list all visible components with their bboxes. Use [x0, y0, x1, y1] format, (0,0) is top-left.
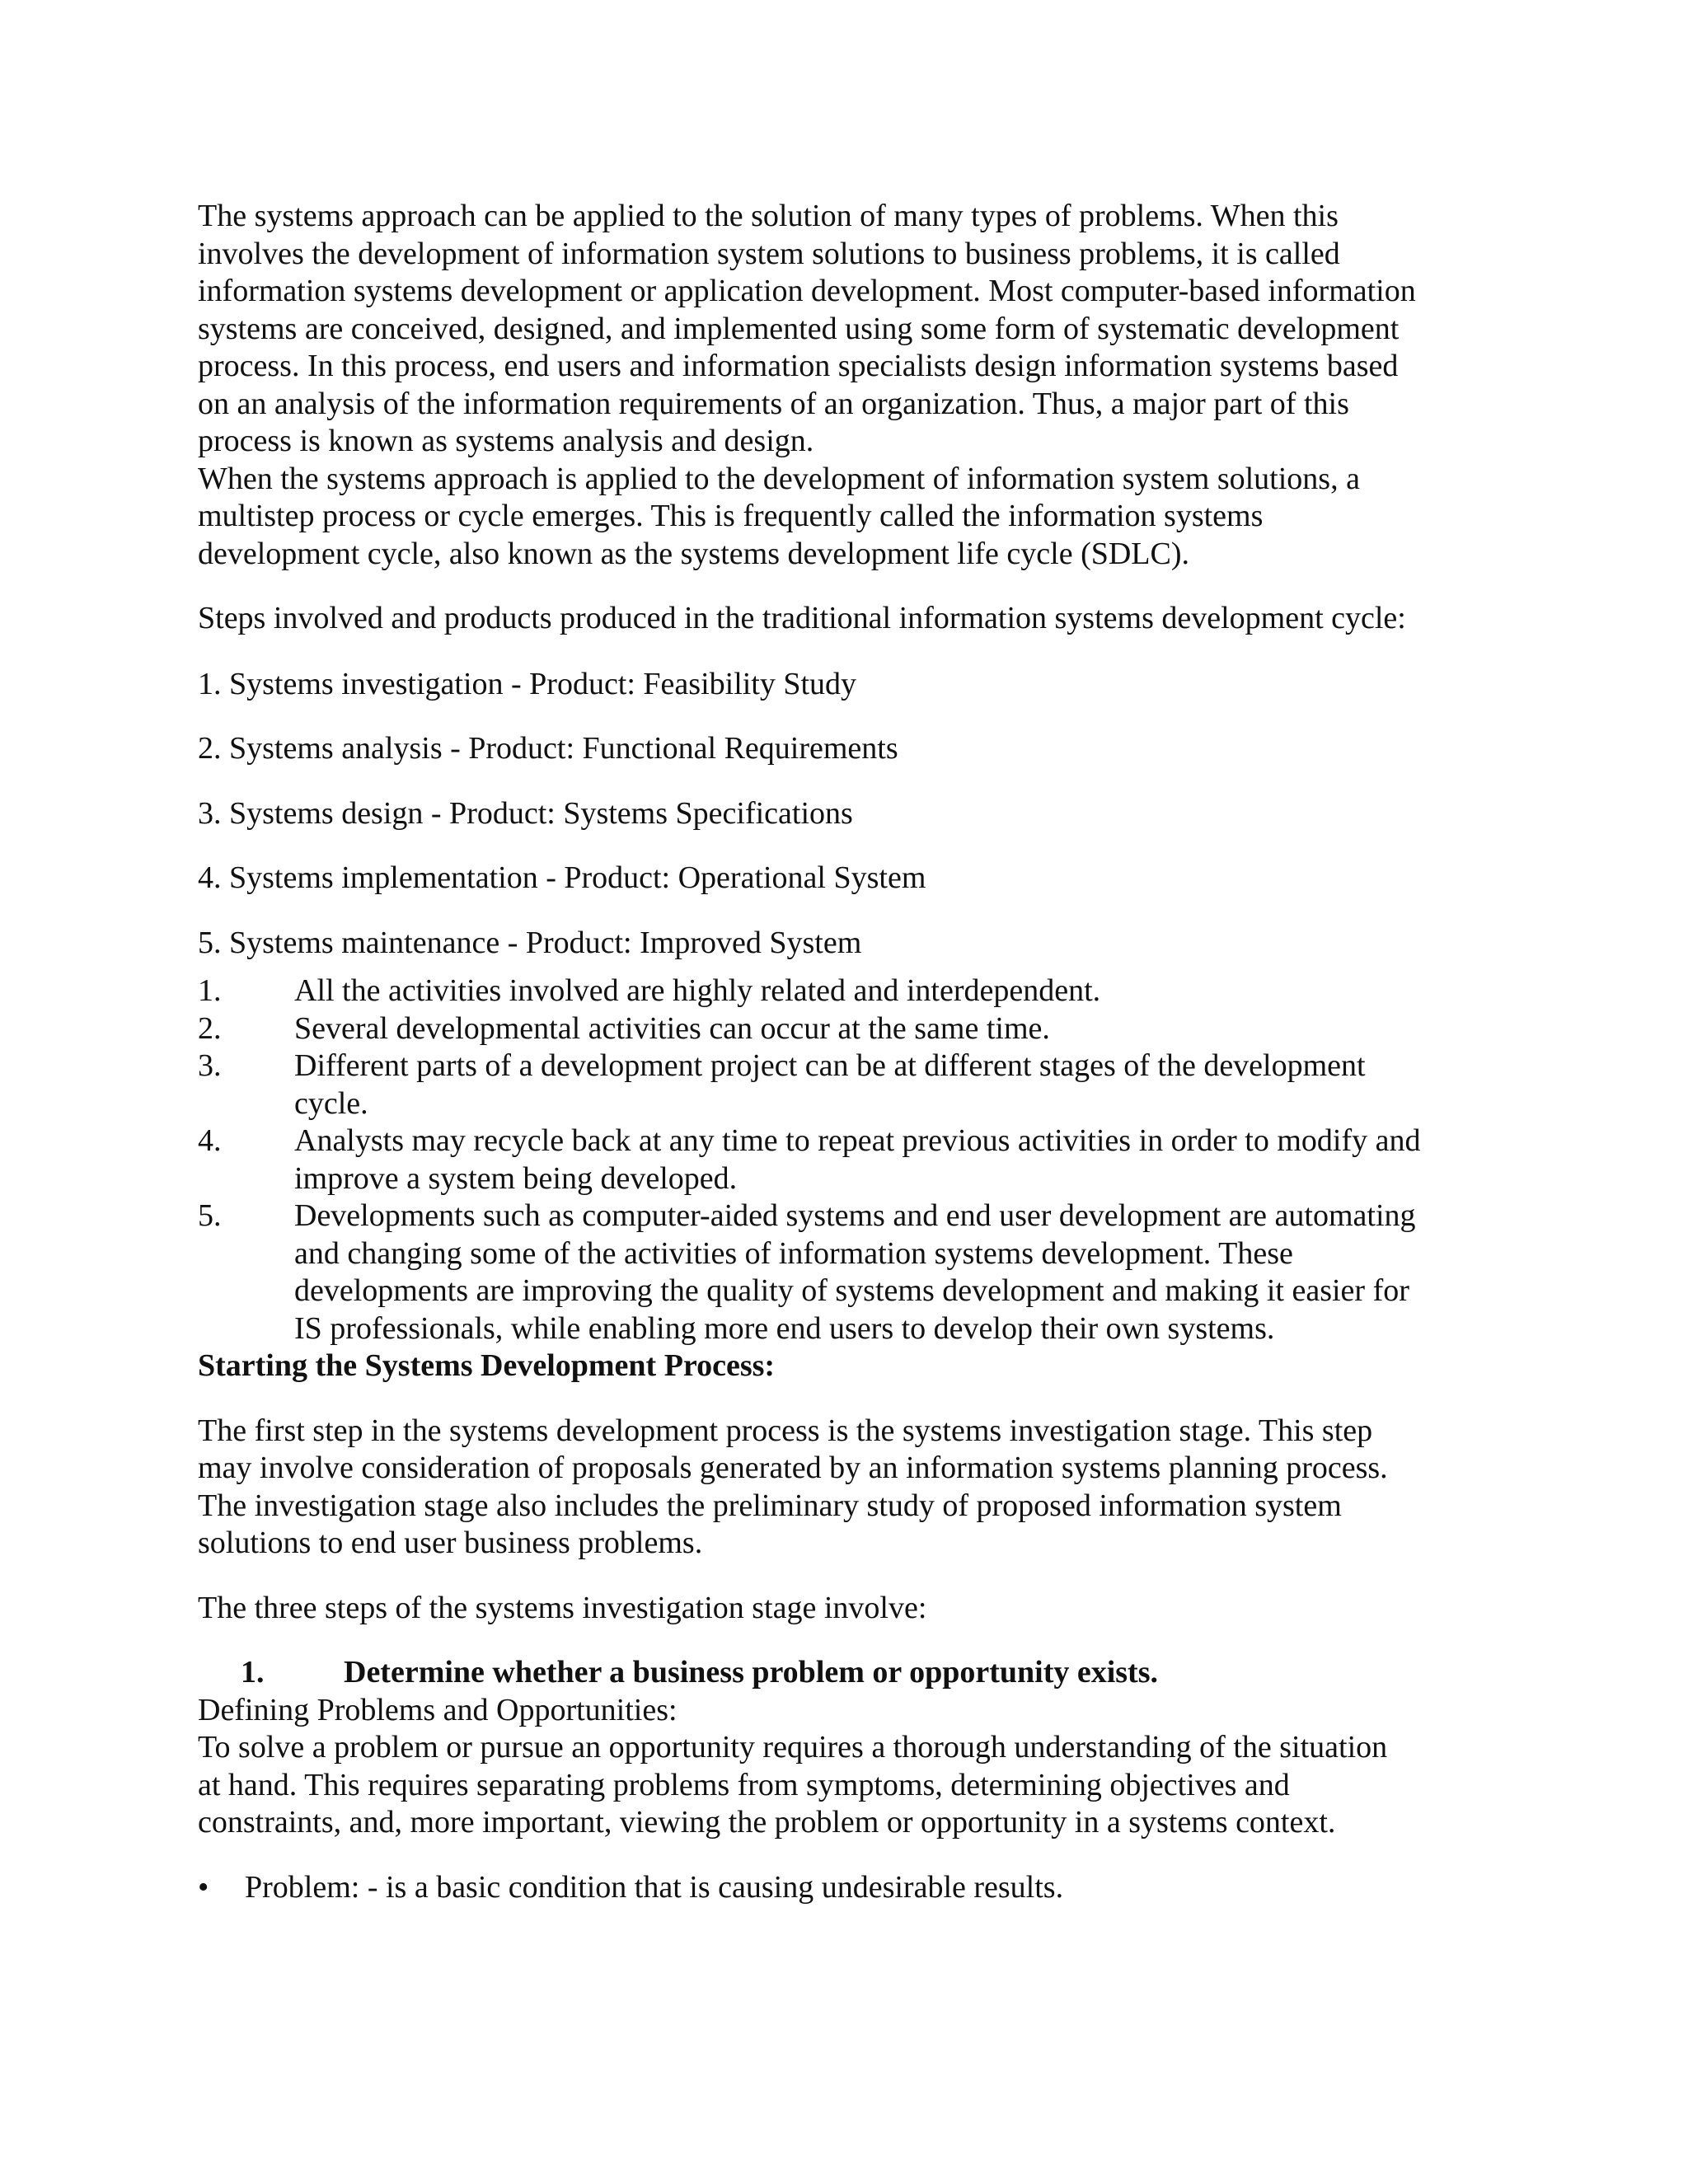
section-paragraph-3: To solve a problem or pursue an opportunity requires a thorough understanding of the situation at hand. This requires separating problems from symptoms, determining objectives and constraints, and, more important, viewing the problem or opportunity in a systems context.	[198, 1730, 1388, 1840]
list-item-text: Different parts of a development project can be at different stages of the development cycle.	[294, 1048, 1366, 1121]
list-item-number: 2.	[198, 1010, 222, 1046]
list-item-text: All the activities involved are highly related and interdependent.	[294, 973, 1101, 1008]
list-item	[198, 972, 1500, 1010]
investigation-step-1	[198, 1654, 1500, 1692]
list-item-number: 4.	[198, 1123, 222, 1158]
list-item	[198, 1122, 1500, 1197]
sdlc-step-3: 3. Systems design - Product: Systems Specifications	[198, 795, 853, 831]
bullet-text: Problem: - is a basic condition that is causing undesirable results.	[245, 1869, 1064, 1905]
sdlc-step-5: 5. Systems maintenance - Product: Improved System	[198, 925, 862, 960]
list-item	[198, 1010, 1500, 1048]
spacer	[198, 638, 1500, 666]
bullet-icon: •	[198, 1869, 209, 1905]
subheading: Defining Problems and Opportunities:	[198, 1692, 678, 1727]
spacer	[198, 1842, 1500, 1869]
investigation-step-text: Determine whether a business problem or opportunity exists.	[344, 1655, 1158, 1690]
development-notes-list	[198, 972, 1500, 1347]
section-paragraph-1: The first step in the systems development process is the systems investigation stage. This step may involve consideration of proposals generated by an information systems planning process. The investigation stage also includes the preliminary study of proposed information system solutions to end user business problems.	[198, 1413, 1388, 1560]
sdlc-step-1: 1. Systems investigation - Product: Feasibility Study	[198, 666, 857, 701]
list-item-number: 1.	[198, 973, 222, 1008]
spacer	[198, 1563, 1500, 1590]
investigation-step-number: 1.	[241, 1655, 265, 1690]
intro-paragraph-2: When the systems approach is applied to the development of information system solutions, a multistep process or cycle emerges. This is frequently called the information systems development cycle, also known as the systems development life cycle (SDLC).	[198, 461, 1360, 571]
sdlc-step-2: 2. Systems analysis - Product: Functional Requirements	[198, 731, 898, 766]
section-paragraph-2: The three steps of the systems investigation stage involve:	[198, 1590, 927, 1625]
intro-paragraph-3: Steps involved and products produced in the traditional information systems development cycle:	[198, 601, 1406, 635]
list-item	[198, 1197, 1500, 1347]
section-heading: Starting the Systems Development Process:	[198, 1348, 776, 1383]
intro-paragraph-1: The systems approach can be applied to the solution of many types of problems. When this involves the development of information system solutions to business problems, it is called information systems development or application development. Most computer-based information systems are conceived, designed, and implemented using some form of systematic development process. In this process, end users and information specialists design information systems based on an analysis of the information requirements of an organization. Thus, a major part of this process is known as systems analysis and design.	[198, 199, 1416, 458]
spacer	[198, 573, 1500, 600]
list-item-number: 3.	[198, 1048, 222, 1083]
list-item-text: Developments such as computer-aided systems and end user development are automating and changing some of the activities of information systems development. These developments are improving the quality of systems development and making it easier for IS professionals, while enabling more end users to develop their own systems.	[294, 1198, 1416, 1346]
list-item-text: Analysts may recycle back at any time to repeat previous activities in order to modify and improve a system being developed.	[294, 1123, 1421, 1196]
bullet-item	[198, 1869, 1500, 1907]
list-item	[198, 1047, 1500, 1122]
sdlc-step-4: 4. Systems implementation - Product: Operational System	[198, 860, 926, 895]
spacer	[198, 1627, 1500, 1654]
list-item-number: 5.	[198, 1198, 222, 1233]
list-item-text: Several developmental activities can occur at the same time.	[294, 1010, 1050, 1046]
spacer	[198, 1385, 1500, 1413]
document-page	[198, 198, 1500, 1906]
sdlc-steps-list	[198, 666, 1500, 963]
